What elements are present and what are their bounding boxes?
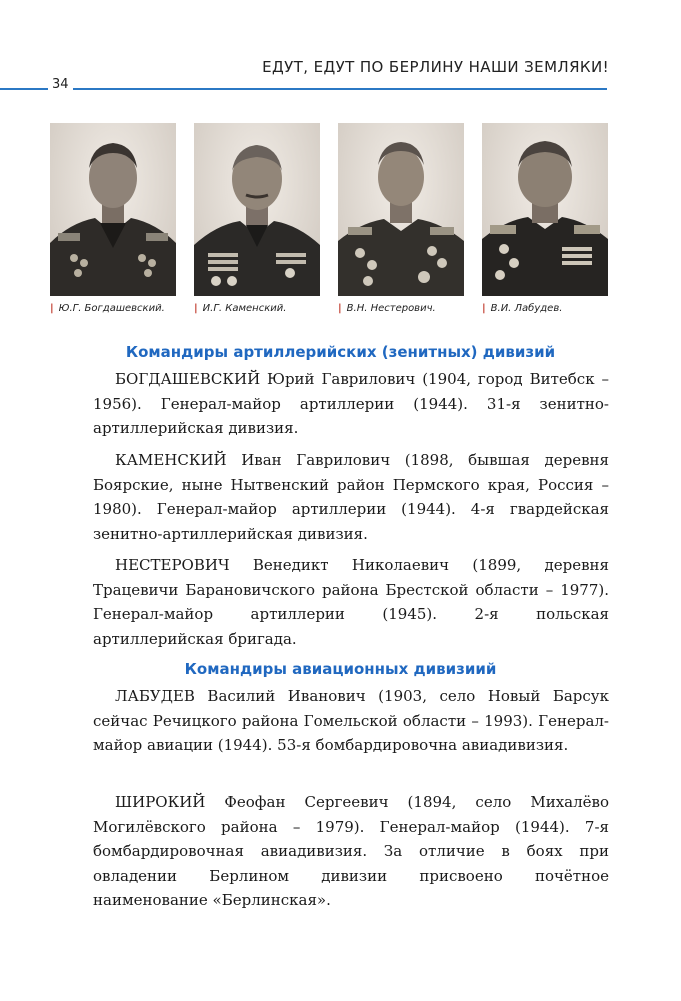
portrait-icon	[482, 123, 608, 296]
section-heading-artillery: Командиры артиллерийских (зенитных) дивизий	[125, 343, 556, 361]
photo-caption-1: | Ю.Г. Богдашевский.	[50, 303, 165, 314]
paragraph-shiroky: ШИРОКИЙ Феофан Сергеевич (1894, село Михалёво Могилёвского района – 1979). Генерал-майор (1944). 7-я бомбардировочная авиадивизия. За отличие в боях при овладении Берлином дивизии присвоено почётное наименование «Берлинская».	[93, 793, 609, 909]
running-header-title: ЕДУТ, ЕДУТ ПО БЕРЛИНУ НАШИ ЗЕМЛЯКИ!	[262, 58, 609, 76]
portrait-photo-2	[194, 123, 320, 296]
portrait-photo-4	[482, 123, 608, 296]
photo-caption-4: | В.И. Лабудев.	[482, 303, 563, 314]
portrait-icon	[338, 123, 464, 296]
paragraph-labudev: ЛАБУДЕВ Василий Иванович (1903, село Новый Барсук сейчас Речицкого района Гомельской области – 1993). Генерал-майор авиации (1944). 53-я бомбардировочна авиадивизия.	[93, 687, 609, 754]
paragraph-bogdashevsky: БОГДАШЕВСКИЙ Юрий Гаврилович (1904, город Витебск – 1956). Генерал-майор артиллерии (1944). 31-я зенитно-артиллерийская дивизия.	[93, 370, 609, 437]
portrait-icon	[50, 123, 176, 296]
paragraph-kamensky: КАМЕНСКИЙ Иван Гаврилович (1898, бывшая деревня Боярские, ныне Нытвенский район Пермского края, Россия – 1980). Генерал-майор артиллерии (1944). 4-я гвардейская зенитно-артиллерийская дивизия.	[93, 451, 609, 543]
header-rule	[0, 88, 607, 90]
paragraph-nesterovich: НЕСТЕРОВИЧ Венедикт Николаевич (1899, деревня Трацевичи Барановичского района Брестской области – 1977). Генерал-майор артиллерии (1945). 2-я польская артиллерийская бригада.	[93, 556, 609, 648]
photo-caption-3: | В.Н. Нестерович.	[338, 303, 436, 314]
page-number: 34	[48, 77, 73, 92]
portrait-icon	[194, 123, 320, 296]
section-heading-aviation: Командиры авиационных дивизиий	[184, 660, 497, 678]
photo-captions	[50, 303, 610, 321]
portrait-photo-3	[338, 123, 464, 296]
portrait-gallery	[50, 123, 610, 298]
portrait-photo-1	[50, 123, 176, 296]
photo-caption-2: | И.Г. Каменский.	[194, 303, 287, 314]
